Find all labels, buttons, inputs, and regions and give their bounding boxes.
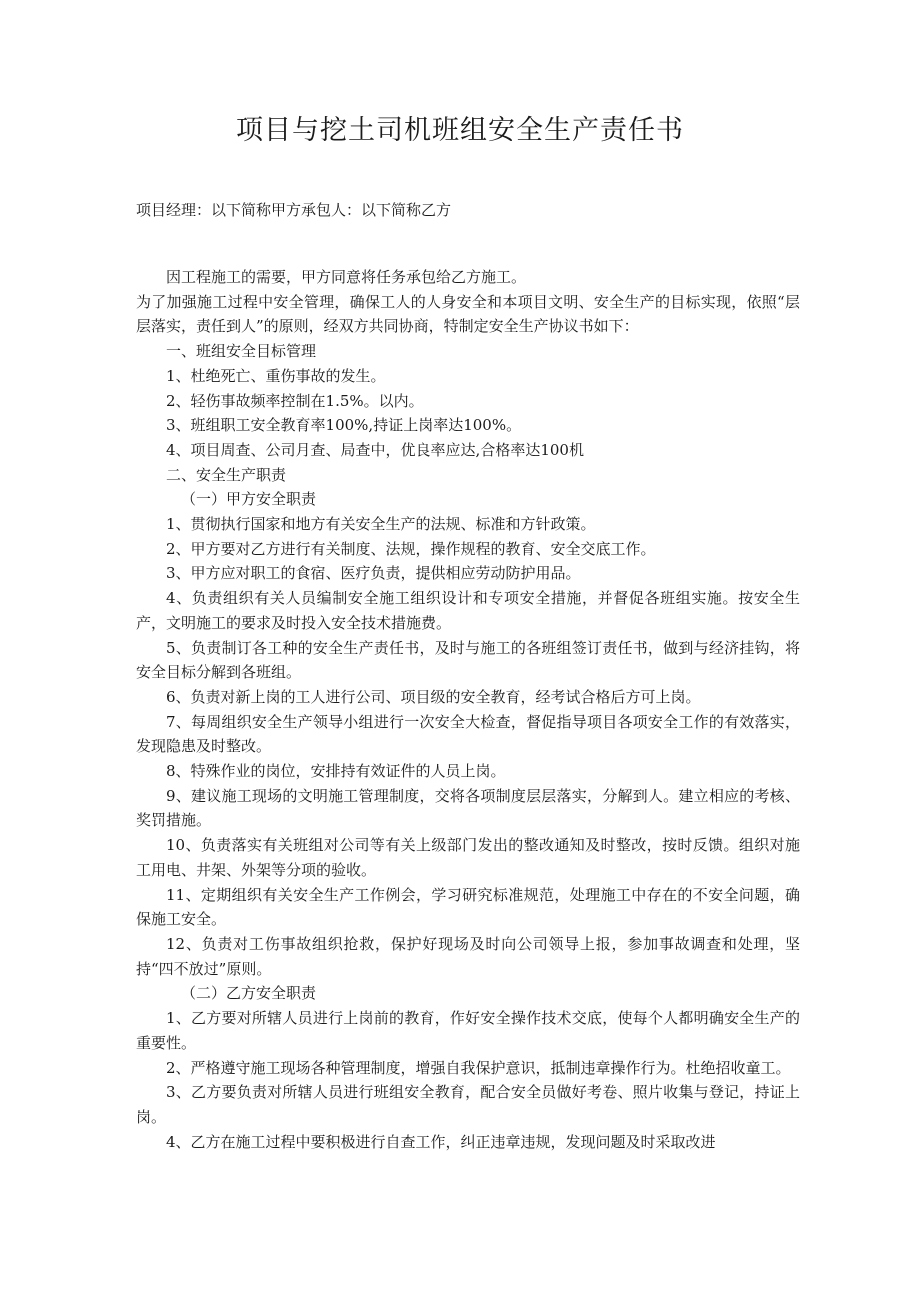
body-paragraph: 4、负责组织有关人员编制安全施工组织设计和专项安全措施，并督促各班组实施。按安全生产，文明施工的要求及时投入安全技术措施费。 bbox=[136, 589, 800, 632]
body-paragraph: 2、严格遵守施工现场各种管理制度，增强自我保护意识，抵制违章操作行为。杜绝招收童工。 bbox=[166, 1058, 791, 1077]
body-paragraph: （二）乙方安全职责 bbox=[181, 984, 317, 1003]
body-paragraph: 1、杜绝死亡、重伤事故的发生。 bbox=[166, 366, 386, 385]
body-paragraph: 1、贯彻执行国家和地方有关安全生产的法规、标准和方针政策。 bbox=[166, 515, 596, 534]
body-paragraph: 8、特殊作业的岗位，安排持有效证件的人员上岗。 bbox=[166, 762, 506, 781]
body-paragraph: （一）甲方安全职责 bbox=[181, 490, 317, 509]
body-paragraph: 3、班组职工安全教育率100%,持证上岗率达100%。 bbox=[166, 416, 522, 435]
document-body bbox=[136, 265, 800, 1154]
body-paragraph: 12、负责对工伤事故组织抢救，保护好现场及时向公司领导上报，参加事故调查和处理，坚持“四不放过”原则。 bbox=[136, 934, 800, 978]
body-paragraph: 9、建议施工现场的文明施工管理制度，交将各项制度层层落实，分解到人。建立相应的考核、奖罚措施。 bbox=[136, 786, 800, 830]
body-paragraph: 一、班组安全目标管理 bbox=[166, 342, 317, 361]
body-paragraph: 2、甲方要对乙方进行有关制度、法规，操作规程的教育、安全交底工作。 bbox=[166, 539, 656, 558]
body-paragraph: 3、乙方要负责对所辖人员进行班组安全教育，配合安全员做好考卷、照片收集与登记，持证上岗。 bbox=[136, 1083, 800, 1126]
body-paragraph: 3、甲方应对职工的食宿、医疗负责，提供相应劳动防护用品。 bbox=[166, 564, 581, 583]
body-paragraph: 二、安全生产职责 bbox=[166, 465, 287, 484]
body-paragraph: 6、负责对新上岗的工人进行公司、项目级的安全教育，经考试合格后方可上岗。 bbox=[166, 687, 701, 706]
parties-line: 项目经理：以下简称甲方承包人：以下简称乙方 bbox=[136, 201, 452, 219]
document-title: 项目与挖土司机班组安全生产责任书 bbox=[236, 115, 684, 146]
body-paragraph: 2、轻伤事故频率控制在1.5%。以内。 bbox=[166, 391, 424, 410]
body-paragraph: 4、项目周查、公司月查、局查中，优良率应达,合格率达100机 bbox=[166, 440, 584, 459]
body-paragraph: 1、乙方要对所辖人员进行上岗前的教育，作好安全操作技术交底，使每个人都明确安全生产的重要性。 bbox=[136, 1009, 800, 1052]
body-paragraph: 11、定期组织有关安全生产工作例会，学习研究标准规范，处理施工中存在的不安全问题，确保施工安全。 bbox=[136, 885, 800, 929]
body-paragraph: 7、每周组织安全生产领导小组进行一次安全大检查，督促指导项目各项安全工作的有效落实，发现隐患及时整改。 bbox=[136, 712, 800, 756]
body-paragraph: 为了加强施工过程中安全管理，确保工人的人身安全和本项目文明、安全生产的目标实现，依照“层层落实，责任到人”的原则，经双方共同协商，特制定安全生产协议书如下： bbox=[136, 292, 800, 336]
body-paragraph: 10、负责落实有关班组对公司等有关上级部门发出的整改通知及时整改，按时反馈。组织对施工用电、井架、外架等分项的验收。 bbox=[136, 836, 800, 879]
body-paragraph: 5、负责制订各工种的安全生产责任书，及时与施工的各班组签订责任书，做到与经济挂钩，将安全目标分解到各班组。 bbox=[136, 638, 800, 682]
body-paragraph: 4、乙方在施工过程中要积极进行自查工作，纠正违章违规，发现问题及时采取改进 bbox=[166, 1132, 716, 1151]
body-paragraph: 因工程施工的需要，甲方同意将任务承包给乙方施工。 bbox=[166, 268, 527, 286]
